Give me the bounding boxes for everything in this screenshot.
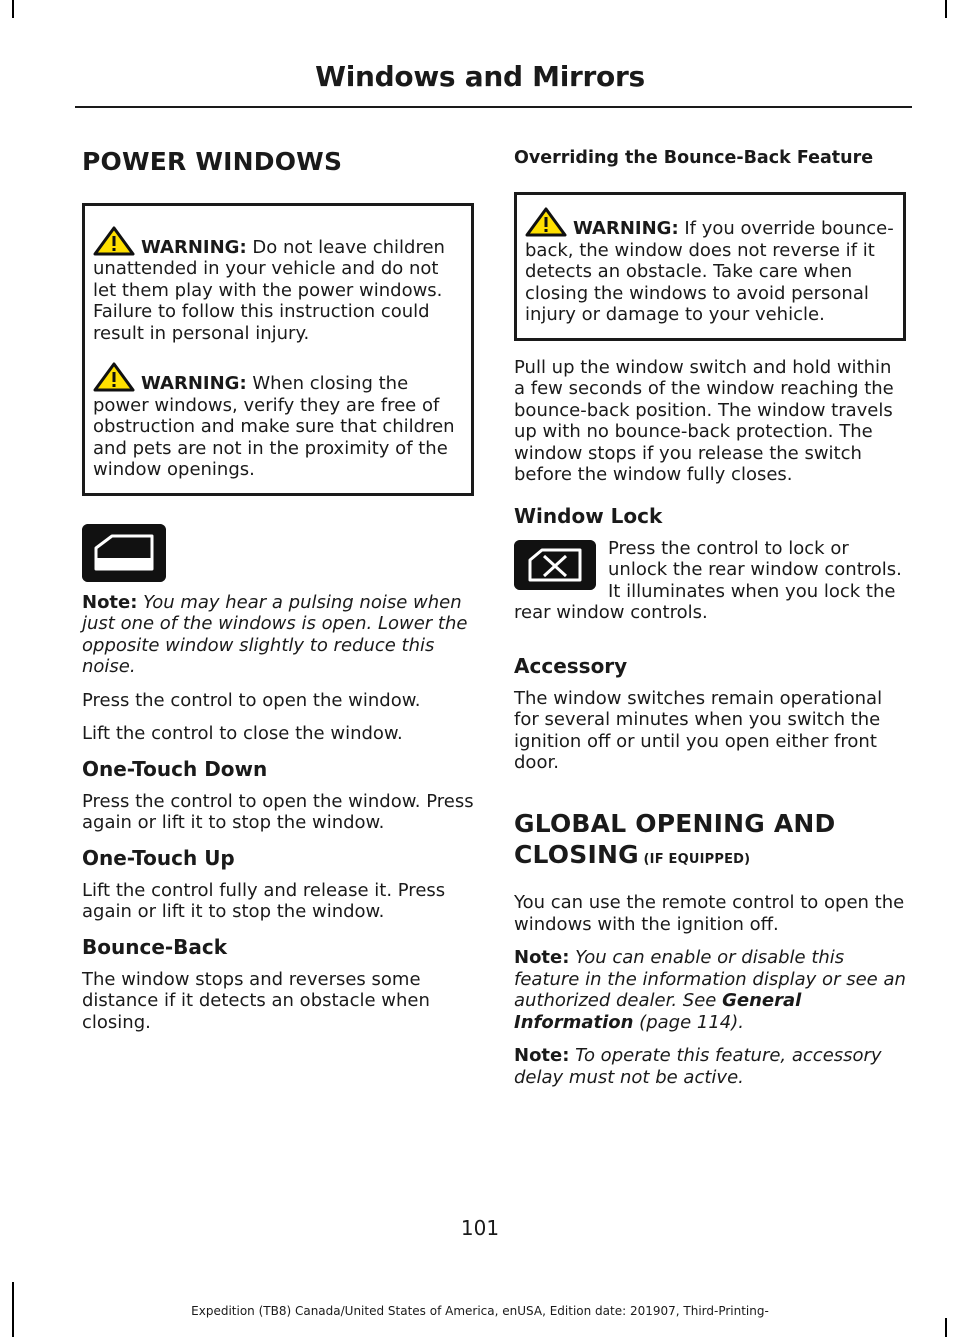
- left-column: [82, 140, 474, 1045]
- warning-paragraph: [93, 362, 463, 481]
- subheading-bounce-back: Bounce-Back: [82, 934, 228, 959]
- body-text: You can use the remote control to open the windows with the ignition off.: [514, 892, 905, 935]
- body-text: Lift the control fully and release it. Press again or lift it to stop the window.: [82, 879, 446, 923]
- warning-box: [82, 203, 474, 496]
- note-text: To operate this feature, accessory delay must not be active.: [514, 1045, 882, 1088]
- warning-triangle-icon: [525, 207, 567, 237]
- subheading-one-touch-down: One-Touch Down: [82, 756, 268, 781]
- warning-triangle-icon: [93, 362, 135, 392]
- note-paragraph: [514, 1045, 906, 1088]
- subheading-overriding: Overriding the Bounce-Back Feature: [514, 148, 874, 168]
- if-equipped-label: (IF EQUIPPED): [638, 851, 751, 867]
- warning-paragraph: [93, 226, 463, 345]
- warning-label: WARNING:: [141, 236, 247, 258]
- note-text: You may hear a pulsing noise when just one of the windows is open. Lower the opposite window slightly to reduce this noise.: [82, 591, 468, 678]
- right-column: [514, 140, 906, 1100]
- subheading-one-touch-up: One-Touch Up: [82, 845, 235, 870]
- page-reference: (page 114).: [633, 1011, 744, 1033]
- body-text: Press the control to open the window. Press again or lift it to stop the window.: [82, 790, 474, 834]
- section-title-power-windows: POWER WINDOWS: [82, 147, 343, 176]
- note-label: Note:: [514, 1045, 570, 1066]
- subheading-accessory: Accessory: [514, 653, 628, 678]
- warning-triangle-icon: [93, 226, 135, 256]
- crop-mark-top-right: [945, 0, 947, 18]
- page-number: 101: [460, 1216, 500, 1240]
- warning-paragraph: [525, 207, 895, 326]
- note-label: Note:: [514, 947, 570, 968]
- warning-label: WARNING:: [141, 373, 247, 395]
- note-paragraph: [514, 947, 906, 1033]
- window-lock-icon: [514, 540, 596, 590]
- warning-label: WARNING:: [573, 218, 679, 239]
- body-text: Press the control to lock or unlock the rear window controls. It illuminates when you lock the rear window controls.: [514, 537, 902, 623]
- crop-mark-top-left: [12, 0, 14, 18]
- body-text: Lift the control to close the window.: [82, 723, 403, 745]
- body-text: Pull up the window switch and hold within a few seconds of the window reaching the bounce-back position. The window travels up with no bounce-back protection. The window stops if you release the switch before the window fully closes.: [514, 356, 894, 485]
- subheading-window-lock: Window Lock: [514, 503, 663, 528]
- header-rule: [75, 106, 912, 108]
- section-title-text: GLOBAL OPENING AND CLOSING: [514, 808, 836, 869]
- page-header: Windows and Mirrors: [315, 60, 645, 93]
- section-title-global-opening: [514, 808, 906, 871]
- warning-box: [514, 192, 906, 341]
- power-window-switch-icon: [82, 524, 166, 582]
- body-text: Press the control to open the window.: [82, 689, 421, 711]
- note-paragraph: [82, 592, 474, 678]
- warning-text: When closing the power windows, verify they are free of obstruction and make sure that children and pets are not in the proximity of the window openings.: [93, 373, 455, 481]
- body-text: The window switches remain operational for several minutes when you switch the ignition off or until you open either front door.: [514, 687, 883, 773]
- body-text: The window stops and reverses some distance if it detects an obstacle when closing.: [82, 968, 430, 1033]
- warning-text: Do not leave children unattended in your vehicle and do not let them play with the power windows. Failure to follow this instruction could result in personal injury.: [93, 236, 445, 344]
- general-information-link[interactable]: General Information: [514, 990, 802, 1033]
- warning-text: If you override bounce-back, the window does not reverse if it detects an obstacle. Take care when closing the windows to avoid personal injury or damage to your vehicle.: [525, 218, 894, 325]
- crop-mark-bottom-right: [945, 1318, 947, 1337]
- page-footer: Expedition (TB8) Canada/United States of America, enUSA, Edition date: 201907, Third-Printing-: [191, 1304, 769, 1318]
- note-text: You can enable or disable this feature in the information display or see an authorized dealer. See: [514, 947, 906, 1011]
- note-label: Note:: [82, 591, 138, 613]
- window-lock-block: [514, 538, 906, 636]
